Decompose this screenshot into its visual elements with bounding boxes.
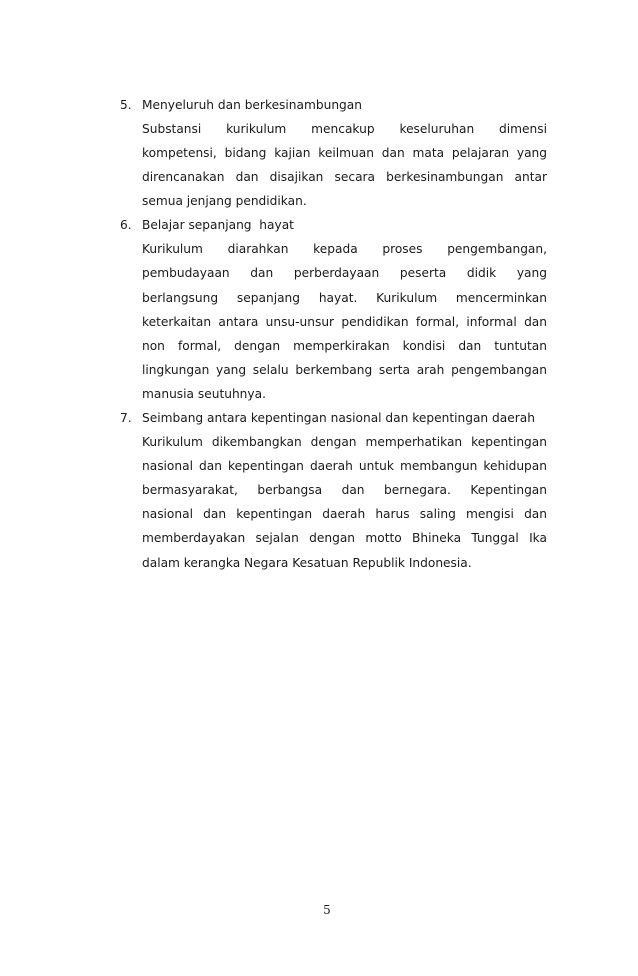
item-number: 7. bbox=[120, 411, 132, 426]
item-paragraph bbox=[142, 237, 547, 406]
paragraph-line: nasional dan kepentingan daerah harus saling mengisi dan bbox=[142, 507, 547, 522]
paragraph-line: memberdayakan sejalan dengan motto Bhineka Tunggal Ika bbox=[142, 531, 547, 546]
paragraph-line: pembudayaan dan perberdayaan peserta didik yang bbox=[142, 266, 547, 281]
paragraph-line: keterkaitan antara unsu-unsur pendidikan formal, informal dan bbox=[142, 314, 547, 329]
paragraph-line: Kurikulum dikembangkan dengan memperhatikan kepentingan bbox=[142, 435, 547, 450]
paragraph-line: Kurikulum diarahkan kepada proses pengembangan, bbox=[142, 242, 547, 257]
paragraph-line: dalam kerangka Negara Kesatuan Republik Indonesia. bbox=[142, 555, 472, 570]
paragraph-line: Substansi kurikulum mencakup keseluruhan dimensi bbox=[142, 122, 547, 136]
principles-list bbox=[0, 93, 638, 575]
item-number: 6. bbox=[120, 218, 132, 233]
list-item-7 bbox=[0, 406, 638, 575]
paragraph-line: semua jenjang pendidikan. bbox=[142, 194, 307, 209]
item-heading: Belajar sepanjang hayat bbox=[142, 218, 294, 233]
paragraph-line: bermasyarakat, berbangsa dan bernegara. Kepentingan bbox=[142, 483, 547, 498]
list-item-5 bbox=[0, 93, 638, 213]
paragraph-line: nasional dan kepentingan daerah untuk membangun kehidupan bbox=[142, 459, 547, 474]
item-number: 5. bbox=[120, 98, 132, 112]
page-number: 5 bbox=[323, 903, 331, 917]
item-paragraph bbox=[142, 430, 547, 575]
item-paragraph bbox=[142, 117, 547, 213]
paragraph-line: manusia seutuhnya. bbox=[142, 386, 266, 401]
paragraph-line: kompetensi, bidang kajian keilmuan dan mata pelajaran yang bbox=[142, 146, 547, 161]
item-heading: Seimbang antara kepentingan nasional dan kepentingan daerah bbox=[142, 411, 535, 426]
paragraph-line: berlangsung sepanjang hayat. Kurikulum mencerminkan bbox=[142, 290, 547, 305]
list-item-6 bbox=[0, 213, 638, 406]
paragraph-line: direncanakan dan disajikan secara berkesinambungan antar bbox=[142, 170, 547, 185]
item-heading: Menyeluruh dan berkesinambungan bbox=[142, 98, 362, 112]
paragraph-line: lingkungan yang selalu berkembang serta arah pengembangan bbox=[142, 362, 547, 377]
paragraph-line: non formal, dengan memperkirakan kondisi dan tuntutan bbox=[142, 338, 547, 353]
